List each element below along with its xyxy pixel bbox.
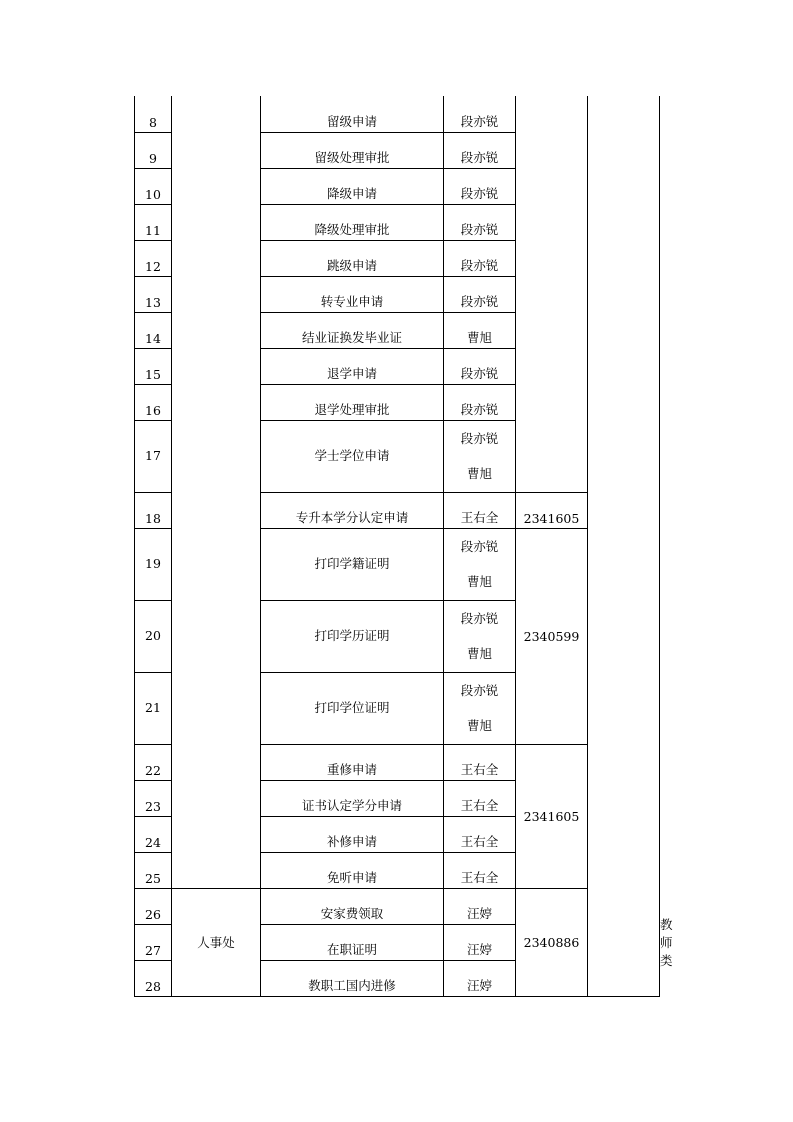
- department-cell: [172, 96, 261, 888]
- contact-person: 汪婷: [444, 960, 516, 996]
- service-item: 退学处理审批: [261, 384, 444, 420]
- service-item: 安家费领取: [261, 888, 444, 924]
- contact-person: [444, 420, 516, 492]
- phone-cell: 2340599: [516, 528, 588, 744]
- service-item: 退学申请: [261, 348, 444, 384]
- contact-person: 汪婷: [444, 924, 516, 960]
- service-item: 降级处理审批: [261, 204, 444, 240]
- service-item: 专升本学分认定申请: [261, 492, 444, 528]
- contact-person: 段亦锐: [444, 168, 516, 204]
- contact-person: 王右全: [444, 492, 516, 528]
- row-number: 19: [135, 528, 172, 600]
- row-number: 13: [135, 276, 172, 312]
- contact-person-line: 曹旭: [466, 574, 492, 589]
- table-row: [135, 96, 660, 132]
- contact-person: 段亦锐: [444, 132, 516, 168]
- row-number: 9: [135, 132, 172, 168]
- row-number: 27: [135, 924, 172, 960]
- contact-person: 段亦锐: [444, 348, 516, 384]
- department-cell: 人事处: [172, 888, 261, 996]
- row-number: 8: [135, 96, 172, 132]
- contact-person-line: 曹旭: [466, 646, 492, 661]
- phone-cell: 2341605: [516, 744, 588, 888]
- row-number: 28: [135, 960, 172, 996]
- contact-person: [444, 528, 516, 600]
- contact-person: 汪婷: [444, 888, 516, 924]
- contact-person: 段亦锐: [444, 204, 516, 240]
- service-item: 转专业申请: [261, 276, 444, 312]
- service-item: 留级处理审批: [261, 132, 444, 168]
- row-number: 14: [135, 312, 172, 348]
- service-item: 证书认定学分申请: [261, 780, 444, 816]
- row-number: 17: [135, 420, 172, 492]
- contact-person: 王右全: [444, 744, 516, 780]
- phone-cell: [516, 96, 588, 492]
- contact-person-line: 段亦锐: [460, 683, 499, 698]
- table-row: 26 人事处 安家费领取 汪婷 2340886 教师类: [135, 888, 660, 924]
- row-number: 15: [135, 348, 172, 384]
- contact-person-line: 段亦锐: [460, 431, 499, 446]
- service-item: 补修申请: [261, 816, 444, 852]
- contact-person-line: 段亦锐: [460, 539, 499, 554]
- contact-person: 段亦锐: [444, 240, 516, 276]
- category-cell: [588, 96, 660, 996]
- contact-person: 王右全: [444, 852, 516, 888]
- contact-person: 王右全: [444, 780, 516, 816]
- contact-person: 曹旭: [444, 312, 516, 348]
- service-item: 学士学位申请: [261, 420, 444, 492]
- row-number: 23: [135, 780, 172, 816]
- service-item: 打印学位证明: [261, 672, 444, 744]
- service-item: 免听申请: [261, 852, 444, 888]
- contact-person: [444, 672, 516, 744]
- service-item: 打印学历证明: [261, 600, 444, 672]
- row-number: 20: [135, 600, 172, 672]
- phone-cell: 2340886: [516, 888, 588, 996]
- contact-person: 王右全: [444, 816, 516, 852]
- row-number: 22: [135, 744, 172, 780]
- service-item: 跳级申请: [261, 240, 444, 276]
- service-item: 结业证换发毕业证: [261, 312, 444, 348]
- row-number: 25: [135, 852, 172, 888]
- contact-person-line: 段亦锐: [460, 611, 499, 626]
- contact-person: [444, 600, 516, 672]
- contact-person-line: 曹旭: [466, 718, 492, 733]
- service-item: 留级申请: [261, 96, 444, 132]
- row-number: 10: [135, 168, 172, 204]
- row-number: 12: [135, 240, 172, 276]
- row-number: 21: [135, 672, 172, 744]
- row-number: 16: [135, 384, 172, 420]
- row-number: 24: [135, 816, 172, 852]
- contact-person: 段亦锐: [444, 384, 516, 420]
- contact-person-line: 曹旭: [466, 466, 492, 481]
- service-item: 打印学籍证明: [261, 528, 444, 600]
- phone-cell: 2341605: [516, 492, 588, 528]
- row-number: 11: [135, 204, 172, 240]
- service-item: 教职工国内进修: [261, 960, 444, 996]
- service-item: 在职证明: [261, 924, 444, 960]
- row-number: 18: [135, 492, 172, 528]
- service-item: 重修申请: [261, 744, 444, 780]
- service-table: [134, 96, 673, 997]
- contact-person: 段亦锐: [444, 276, 516, 312]
- contact-person: 段亦锐: [444, 96, 516, 132]
- row-number: 26: [135, 888, 172, 924]
- service-item: 降级申请: [261, 168, 444, 204]
